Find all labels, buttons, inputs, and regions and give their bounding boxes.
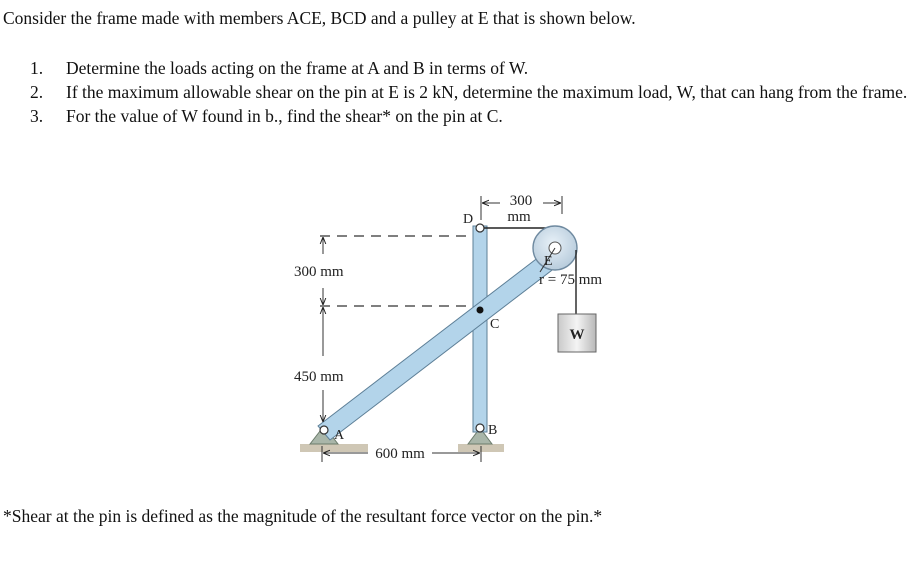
question-number: 1. <box>30 58 44 78</box>
weight-label: W <box>569 327 585 343</box>
dim-300-left: 300 mm <box>294 264 344 280</box>
label-c: C <box>490 317 500 332</box>
label-a: A <box>334 428 345 443</box>
pin-c <box>477 307 484 314</box>
question-text: For the value of W found in b., find the shear* on the pin at C. <box>66 106 503 126</box>
label-e: E <box>544 254 553 269</box>
question-text: If the maximum allowable shear on the pin at E is 2 kN, determine the maximum load, W, that can hang from the frame. <box>66 82 908 102</box>
dim-top-value: 300 <box>509 193 533 209</box>
question-text: Determine the loads acting on the frame at A and B in terms of W. <box>66 58 529 78</box>
member-ace <box>318 250 560 440</box>
dim-450-left: 450 mm <box>294 369 344 385</box>
label-d: D <box>463 212 474 227</box>
problem-intro: Consider the frame made with members ACE, BCD and a pulley at E that is shown below. <box>3 8 636 28</box>
question-number: 2. <box>30 82 44 102</box>
footnote: *Shear at the pin is defined as the magnitude of the resultant force vector on the pin.* <box>3 506 603 526</box>
question-number: 3. <box>30 106 44 126</box>
ground-left <box>300 444 368 452</box>
pin-a <box>320 426 328 434</box>
label-b: B <box>488 423 498 438</box>
dim-top-unit: mm <box>507 209 531 225</box>
dim-600-bottom: 600 mm <box>375 446 425 462</box>
radius-label: r = 75 mm <box>539 272 603 288</box>
pin-d <box>476 224 484 232</box>
pin-b <box>476 424 484 432</box>
